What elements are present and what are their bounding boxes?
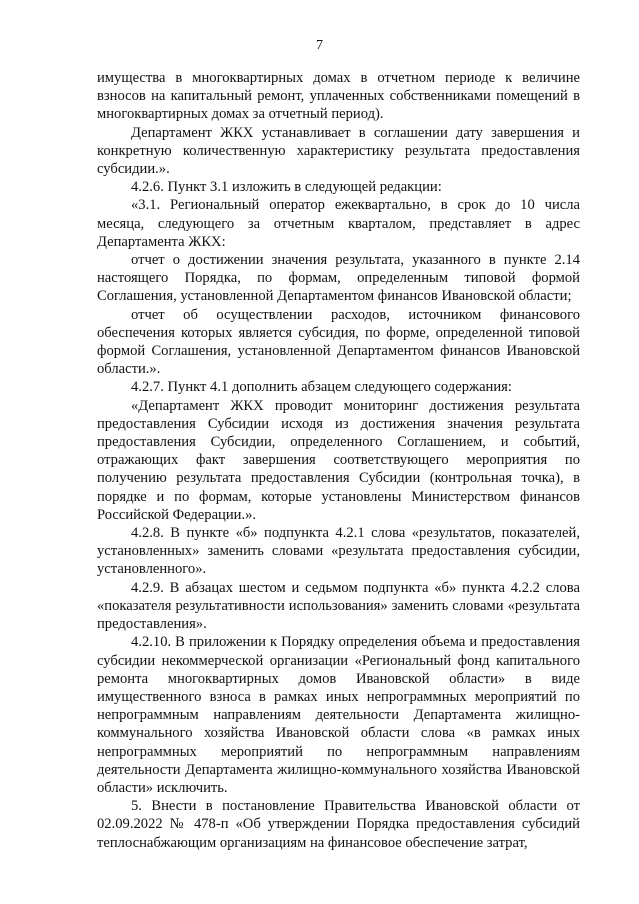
paragraph-continuation: имущества в многоквартирных домах в отчетном периоде к величине взносов на капитальный ремонт, уплаченных собственниками помещений в многоквартирных домах за отчетный период).: [97, 70, 580, 123]
paragraph-4-2-10: 4.2.10. В приложении к Порядку определения объема и предоставления субсидии некоммерческой организации «Региональный фонд капитального ремонта многоквартирных домов Ивановской области» в виде имущественного взноса в рамках иных непрограммных мероприятий по непрограммным направлениям деятельности Департамента жилищно-коммунального хозяйства Ивановской области слова «в рамках иных непрограммных мероприятий по непрограммным направлениям деятельности Департамента жилищно-коммунального хозяйства Ивановской области» исключить.: [97, 634, 580, 796]
paragraph-report-result: отчет о достижении значения результата, указанного в пункте 2.14 настоящего Порядка, по формам, определенным типовой формой Соглашения, установленной Департаментом финансов Ивановской области;: [97, 252, 580, 305]
page-number: 7: [316, 38, 323, 53]
paragraph-4-2-9: 4.2.9. В абзацах шестом и седьмом подпункта «б» пункта 4.2.2 слова «показателя результативности использования» заменить словами «результата предоставления».: [97, 579, 580, 633]
paragraph-4-2-6: 4.2.6. Пункт 3.1 изложить в следующей редакции:: [131, 179, 442, 196]
paragraph-report-expenses: отчет об осуществлении расходов, источником финансового обеспечения которых является субсидия, по форме, определенной типовой формой Соглашения, установленной Департаментом финансов Ивановской области.».: [97, 306, 580, 378]
paragraph-department-agreement: Департамент ЖКХ устанавливает в соглашении дату завершения и конкретную количественную характеристику результата предоставления субсидии.».: [97, 124, 580, 178]
paragraph-4-2-7: 4.2.7. Пункт 4.1 дополнить абзацем следующего содержания:: [131, 379, 512, 396]
paragraph-3-1-quote: «3.1. Региональный оператор ежеквартально, в срок до 10 числа месяца, следующего за отчетным кварталом, представляет в адрес Департамента ЖКХ:: [97, 197, 580, 250]
paragraph-4-2-8: 4.2.8. В пункте «б» подпункта 4.2.1 слова «результатов, показателей, установленных» заменить словами «результата предоставления субсидии, установленного».: [97, 525, 580, 578]
paragraph-item-5: 5. Внести в постановление Правительства Ивановской области от 02.09.2022 № 478-п «Об утверждении Порядка предоставления субсидий теплоснабжающим организациям на финансовое обеспечение затрат,: [97, 798, 580, 851]
document-body: [97, 69, 580, 852]
paragraph-monitoring-quote: «Департамент ЖКХ проводит мониторинг достижения результата предоставления Субсидии исходя из достижения значения результата предоставления Субсидии, определенного Соглашением, и событий, отражающих факт завершения соответствующего мероприятия по получению результата предоставления Субсидии (контрольная точка), в порядке и по формам, которые установлены Министерством финансов Российской Федерации.».: [97, 397, 580, 523]
